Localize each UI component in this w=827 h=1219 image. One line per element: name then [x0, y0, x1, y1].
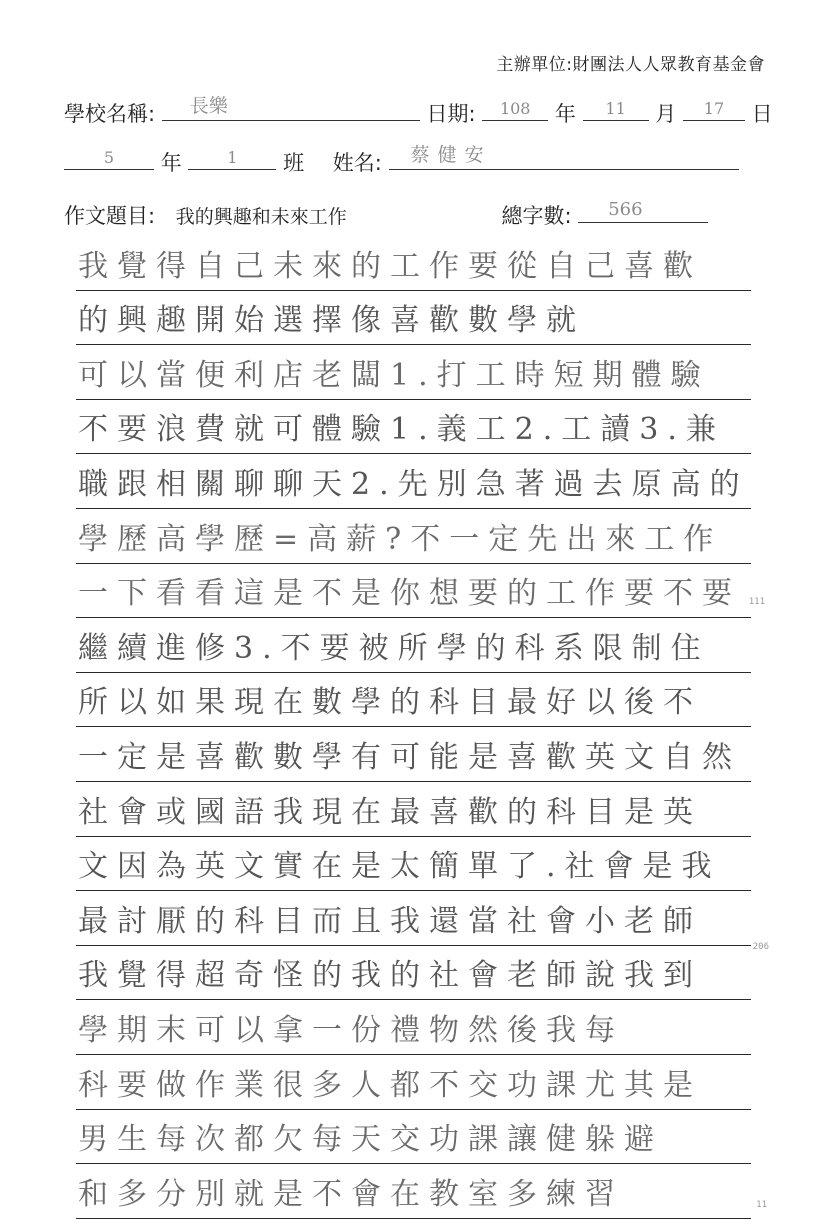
month-field [583, 96, 649, 121]
year-value: 108 [499, 99, 531, 118]
essay-line [76, 1055, 751, 1110]
grade-label: 年 [160, 151, 182, 175]
essay-line-text: 文因為英文實在是太簡單了.社會是我 [78, 850, 721, 885]
day-field [683, 96, 745, 121]
essay-line-text: 我覺得超奇怪的我的社會老師說我到 [78, 959, 702, 994]
essay-line [76, 673, 751, 728]
essay-line [76, 891, 751, 946]
essay-line [76, 400, 751, 455]
class-value: 1 [227, 148, 238, 167]
essay-line-text: 繼續進修3.不要被所學的科系限制住 [78, 631, 710, 666]
essay-line-text: 一定是喜歡數學有可能是喜歡英文自然 [78, 740, 741, 775]
topic-row [64, 198, 753, 230]
essay-line-text: 學歷高學歷=高薪?不一定先出來工作 [78, 522, 723, 557]
name-field [389, 145, 739, 170]
essay-line [76, 564, 765, 619]
school-field [162, 96, 420, 121]
class-field [188, 145, 276, 170]
year-field [482, 96, 548, 121]
essay-line [76, 291, 751, 346]
essay-line [76, 782, 751, 837]
essay-line-text: 學期末可以拿一份禮物然後我每 [78, 1013, 624, 1048]
essay-line-text: 男生每次都欠每天交功課讓健躲避 [78, 1123, 663, 1158]
school-label: 學校名稱: [64, 102, 156, 126]
school-value: 長樂 [189, 95, 228, 117]
wordcount-field [578, 198, 708, 223]
essay-line-text: 科要做作業很多人都不交功課尤其是 [78, 1068, 702, 1103]
essay-line-text: 和多分別就是不會在教室多練習 [78, 1177, 624, 1212]
essay-line-text: 我覺得自己未來的工作要從自己喜歡 [78, 249, 702, 284]
essay-line [76, 345, 751, 400]
class-label: 班 [283, 151, 305, 175]
wordcount-label: 總字數: [501, 204, 572, 228]
month-label: 月 [655, 102, 677, 126]
essay-line-text: 社會或國語我現在最喜歡的科目是英 [78, 795, 702, 830]
essay-line-text: 所以如果現在數學的科目最好以後不 [78, 686, 702, 721]
month-value: 11 [605, 99, 626, 118]
essay-line [76, 1110, 751, 1165]
essay-line-text: 最討厭的科目而且我還當社會小老師 [78, 904, 702, 939]
topic-value: 我的興趣和未來工作 [175, 206, 347, 228]
essay-line [76, 837, 751, 892]
year-label: 年 [554, 102, 576, 126]
essay-line [76, 509, 751, 564]
essay-body [76, 236, 769, 1219]
essay-line [76, 236, 751, 291]
grade-class-name-row [64, 145, 753, 177]
essay-line-text: 職跟相關聊聊天2.先別急著過去原高的 [78, 467, 749, 502]
margin-count-mark: 11 [756, 1199, 767, 1210]
essay-line [76, 727, 751, 782]
school-date-row [64, 95, 773, 128]
margin-count-mark: 206 [752, 941, 769, 952]
date-label: 日期: [426, 102, 476, 126]
essay-line [76, 1000, 751, 1055]
topic-label: 作文題目: [64, 204, 156, 228]
essay-line-text: 不要浪費就可體驗1.義工2.工讀3.兼 [78, 413, 725, 448]
day-value: 17 [703, 99, 725, 118]
essay-line-text: 一下看看這是不是你想要的工作要不要 [78, 577, 741, 612]
grade-value: 5 [103, 148, 115, 167]
essay-line-text: 可以當便利店老闆1.打工時短期體驗 [78, 358, 710, 393]
grade-field [64, 145, 154, 170]
wordcount-value: 566 [608, 199, 643, 220]
essay-line-text: 的興趣開始選擇像喜歡數學就 [78, 304, 585, 339]
name-label: 姓名: [332, 151, 382, 175]
essay-line [76, 1164, 767, 1219]
sponsor-header: 主辦單位:財團法人人眾教育基金會 [496, 55, 765, 75]
margin-count-mark: 111 [748, 597, 765, 608]
day-label: 日 [751, 102, 773, 126]
essay-line [76, 941, 769, 1001]
essay-line [76, 454, 751, 509]
name-value: 蔡健安 [410, 144, 492, 166]
essay-line [76, 618, 751, 673]
